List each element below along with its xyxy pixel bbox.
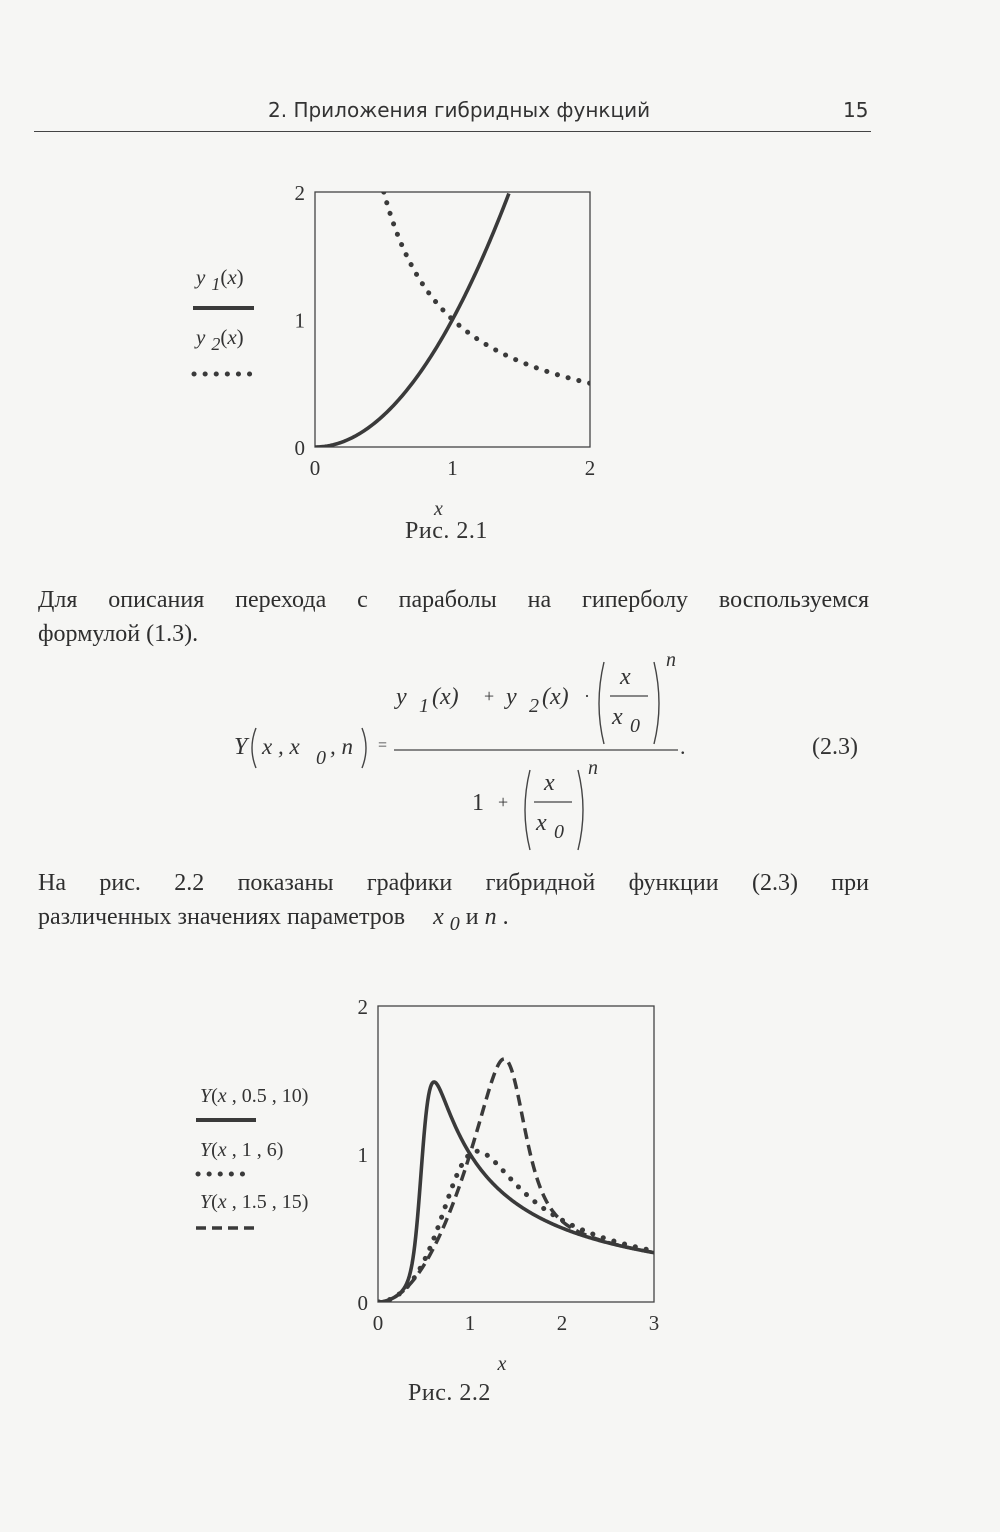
legend-label-Y1: Y(x , 0.5 , 10) <box>200 1085 309 1107</box>
figure1-legend <box>180 258 270 388</box>
eq-lhs-sub: 0 <box>316 747 326 769</box>
eq-period: . <box>680 734 686 759</box>
paragraph-2-line-2 <box>38 900 869 941</box>
eq-equals: = <box>378 737 388 754</box>
fig1-x-tick-label: 0 <box>309 456 321 480</box>
eq-den-rparen <box>578 770 583 850</box>
eq-num-frac-den-sub: 0 <box>630 715 640 737</box>
eq-lhs-func: Y <box>234 734 248 760</box>
figure2-legend <box>190 1074 340 1244</box>
figure1-chart <box>280 180 620 520</box>
eq-num-dot: · <box>584 686 590 706</box>
legend-label-Y2: Y(x , 1 , 6) <box>200 1139 284 1161</box>
page-number: 15 <box>843 98 869 122</box>
paragraph-2-line-1: На рис. 2.2 показаны графики гибридной функции (2.3) при <box>38 870 869 896</box>
eq-num-y2: y <box>506 684 517 710</box>
eq-den-frac-num: x <box>544 770 555 796</box>
paragraph-2-and: и <box>465 904 479 930</box>
paragraph-1-line-1: Для описания перехода с параболы на гиперболу воспользуемся <box>38 587 869 613</box>
figure1-caption: Рис. 2.1 <box>405 518 488 544</box>
fig1-x-tick-label: 1 <box>447 456 458 480</box>
paragraph-2-n: n <box>484 904 497 930</box>
fig2-y-tick-label: 0 <box>357 1291 368 1315</box>
fig1-series-1 <box>315 194 509 447</box>
fig2-x-tick-label: 0 <box>372 1311 384 1335</box>
eq-num-frac-num: x <box>620 664 631 690</box>
paragraph-1-line-2: формулой (1.3). <box>38 621 199 647</box>
eq-den-frac-den-sub: 0 <box>554 821 564 843</box>
fig2-y-tick-label: 2 <box>357 995 368 1019</box>
eq-den-lparen <box>525 770 530 850</box>
figure2-caption: Рис. 2.2 <box>408 1380 491 1406</box>
eq-num-lparen <box>599 662 604 744</box>
eq-lhs-n: , n <box>330 734 353 759</box>
eq-num-frac-den: x <box>612 704 623 730</box>
paragraph-2-sub: 0 <box>449 912 460 935</box>
fig2-x-tick-label: 1 <box>464 1311 476 1335</box>
paragraph-2-text: различенных значениях параметров <box>38 904 406 930</box>
fig2-x-tick-label: 3 <box>648 1311 660 1335</box>
eq-num-y1: y <box>396 684 407 710</box>
legend-label-Y3: Y(x , 1.5 , 15) <box>200 1191 309 1213</box>
fig2-plot-frame <box>378 1006 654 1302</box>
equation-2-3 <box>220 640 700 860</box>
paragraph-2-x: x <box>433 904 444 930</box>
fig1-y-tick-label: 1 <box>294 308 305 333</box>
eq-lhs-lparen <box>252 728 256 768</box>
fig1-y-tick-label: 2 <box>294 181 305 205</box>
eq-num-sub1: 1 <box>419 695 429 717</box>
eq-lhs-args: x , x <box>262 734 300 759</box>
eq-num-arg2: (x) <box>542 684 569 710</box>
paragraph-2-end: . <box>502 904 509 930</box>
paragraph-2 <box>38 866 869 941</box>
equation-number: (2.3) <box>812 734 858 760</box>
eq-den-plus: + <box>498 792 509 812</box>
header-rule <box>34 131 871 132</box>
eq-num-rparen <box>654 662 659 744</box>
eq-num-plus: + <box>484 686 495 706</box>
fig2-y-tick-label: 1 <box>357 1143 368 1167</box>
fig2-x-tick-label: 2 <box>556 1311 568 1335</box>
legend-label-y2: y 2(x) <box>196 325 244 354</box>
fig1-x-tick-label: 2 <box>584 456 596 480</box>
fig1-x-axis-label: x <box>434 498 443 520</box>
fig1-series-2 <box>384 192 590 383</box>
fig2-x-axis-label: x <box>497 1353 507 1375</box>
eq-num-arg1: (x) <box>432 684 459 710</box>
eq-den-one: 1 <box>472 790 484 816</box>
eq-den-frac-den: x <box>536 810 547 836</box>
running-header-title: 2. Приложения гибридных функций <box>268 98 651 122</box>
legend-label-y1: y 1(x) <box>196 265 244 294</box>
eq-num-exp: n <box>666 649 676 671</box>
figure2-chart <box>340 994 690 1374</box>
eq-num-sub2: 2 <box>529 695 539 717</box>
eq-den-exp: n <box>588 757 598 779</box>
eq-lhs-rparen <box>362 728 366 768</box>
fig1-y-tick-label: 0 <box>294 436 305 460</box>
